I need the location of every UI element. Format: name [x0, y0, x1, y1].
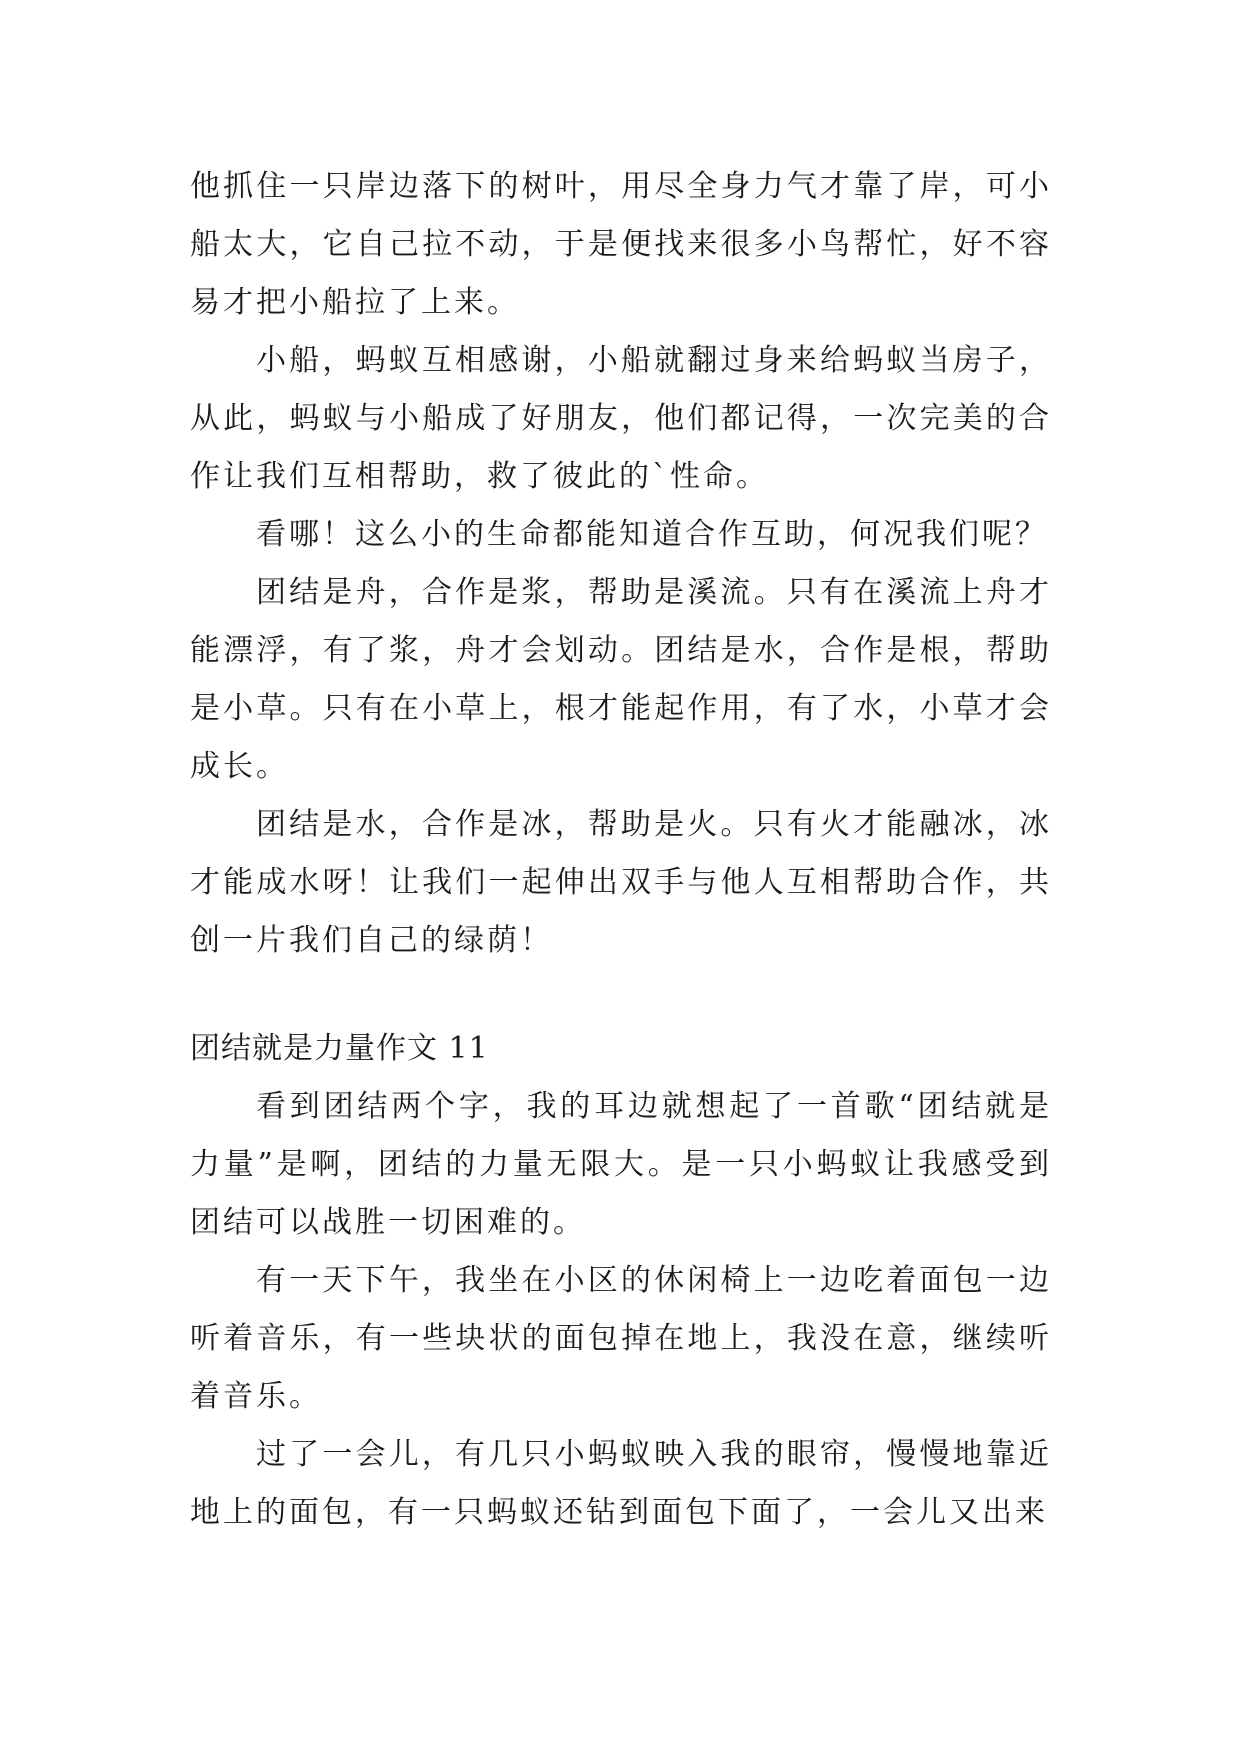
document-body — [190, 158, 1052, 1542]
paragraph: 过了一会儿，有几只小蚂蚁映入我的眼帘，慢慢地靠近地上的面包，有一只蚂蚁还钻到面包下面了，一会儿又出来 — [190, 1437, 1052, 1530]
paragraph: 看哪！这么小的生命都能知道合作互助，何况我们呢？ — [256, 517, 1048, 552]
paragraph: 小船，蚂蚁互相感谢，小船就翻过身来给蚂蚁当房子，从此，蚂蚁与小船成了好朋友，他们都记得，一次完美的合作让我们互相帮助，救了彼此的`性命。 — [190, 343, 1052, 494]
paragraph-continuation: 他抓住一只岸边落下的树叶，用尽全身力气才靠了岸，可小船太大，它自己拉不动，于是便找来很多小鸟帮忙，好不容易才把小船拉了上来。 — [190, 169, 1052, 320]
paragraph: 团结是水，合作是冰，帮助是火。只有火才能融冰，冰才能成水呀！让我们一起伸出双手与他人互相帮助合作，共创一片我们自己的绿荫！ — [190, 807, 1052, 958]
paragraph: 团结是舟，合作是浆，帮助是溪流。只有在溪流上舟才能漂浮，有了浆，舟才会划动。团结是水，合作是根，帮助是小草。只有在小草上，根才能起作用，有了水，小草才会成长。 — [190, 575, 1052, 784]
section-title: 团结就是力量作文 11 — [190, 1031, 489, 1066]
paragraph: 看到团结两个字，我的耳边就想起了一首歌“团结就是力量”是啊，团结的力量无限大。是一只小蚂蚁让我感受到团结可以战胜一切困难的。 — [190, 1089, 1052, 1240]
paragraph: 有一天下午，我坐在小区的休闲椅上一边吃着面包一边听着音乐，有一些块状的面包掉在地上，我没在意，继续听着音乐。 — [190, 1263, 1052, 1414]
